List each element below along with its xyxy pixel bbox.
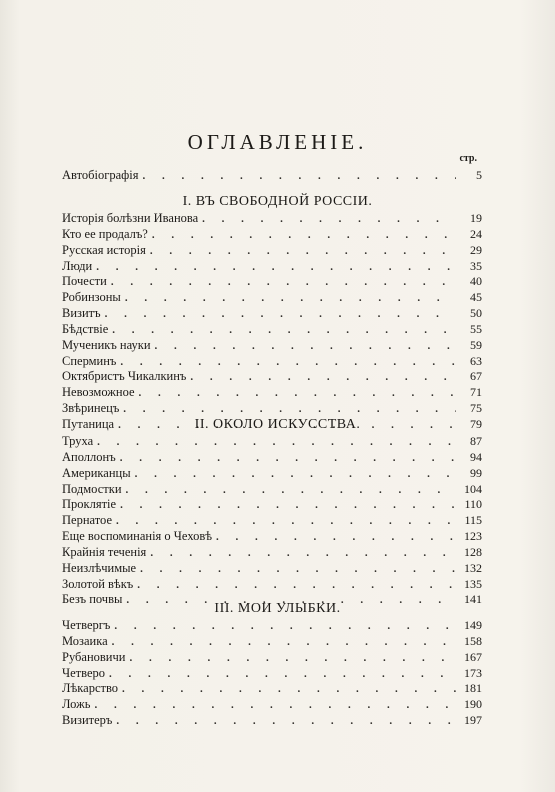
entry-title: Исторія болѣзни Иванова (62, 211, 199, 225)
entry-title: Американцы (62, 465, 131, 480)
entry-page: 173 (464, 665, 482, 680)
entry-title: Почести (62, 274, 107, 289)
dot-leader (112, 324, 456, 336)
entry-title: Неизлѣчимые (62, 560, 137, 575)
dot-leader (109, 668, 456, 680)
entry-title: Безъ почвы (62, 592, 123, 607)
entry-title: Визитъ (62, 306, 101, 321)
dot-leader (120, 356, 456, 368)
entry-page: 132 (464, 560, 482, 575)
entry-title: Русская исторія (62, 242, 146, 257)
toc-entry (62, 697, 482, 713)
entry-title: Пернатое (62, 513, 112, 528)
dot-leader (122, 683, 456, 695)
dot-leader (216, 531, 456, 543)
entry-page: 128 (464, 544, 482, 559)
entry-page: 75 (470, 401, 482, 416)
dot-leader (155, 340, 456, 352)
section-1-list (62, 211, 482, 433)
dot-leader (111, 276, 456, 288)
dot-leader (143, 170, 457, 182)
entry-page: 45 (470, 290, 482, 305)
dot-leader (150, 245, 456, 257)
toc-entry (62, 634, 482, 650)
entry-page: 40 (470, 274, 482, 289)
dot-leader (150, 547, 456, 559)
entry-title: Мученикъ науки (62, 337, 151, 352)
toc-entry (62, 306, 482, 322)
entry-page: 63 (470, 353, 482, 368)
toc-entry (62, 618, 482, 634)
entry-title: Четверо (62, 665, 106, 680)
toc-entry (62, 497, 482, 513)
dot-leader (137, 579, 456, 591)
entry-title: Лѣкарство (62, 681, 119, 696)
entry-page: 87 (470, 434, 482, 448)
entry-page: 149 (464, 618, 482, 632)
toc-entry (62, 243, 482, 259)
dot-leader (135, 468, 456, 480)
entry-title: Сперминъ (62, 353, 117, 368)
dot-leader (123, 403, 456, 415)
section-heading-1: I. ВЪ СВОБОДНОЙ РОССІИ. (182, 194, 373, 209)
entry-page: 190 (464, 697, 482, 712)
entry-title: Бѣдствіе (62, 321, 109, 336)
entry-page: 67 (470, 369, 482, 384)
entry-page: 158 (464, 633, 482, 648)
dot-leader (190, 371, 456, 383)
dot-leader (140, 563, 456, 575)
entry-page: 110 (464, 497, 482, 512)
dot-leader (126, 484, 456, 496)
toc-entry (62, 274, 482, 290)
entry-page: 115 (464, 513, 482, 528)
toc-entry (62, 401, 482, 417)
dot-leader (120, 499, 456, 511)
dot-leader (116, 515, 456, 527)
dot-leader (94, 699, 456, 711)
entry-title: Люди (62, 258, 93, 273)
toc-entry (62, 545, 482, 561)
entry-page: 104 (464, 481, 482, 496)
dot-leader (125, 292, 456, 304)
entry-title: Кто ее продалъ? (62, 226, 148, 241)
dot-leader (112, 636, 456, 648)
entry-page: 55 (470, 321, 482, 336)
entry-page: 71 (470, 385, 482, 400)
toc-entry (62, 713, 482, 729)
entry-title: Робинзоны (62, 290, 121, 305)
entry-page: 141 (464, 592, 482, 607)
entry-title: Рубановичи (62, 649, 126, 664)
dot-leader (116, 715, 456, 727)
dot-leader (96, 261, 456, 273)
toc-entry (62, 322, 482, 338)
toc-entry (62, 466, 482, 482)
section-2-list (62, 434, 482, 608)
entry-title: Проклятіе (62, 497, 117, 512)
entry-page: 135 (464, 576, 482, 591)
toc-entry (62, 227, 482, 243)
toc-entry (62, 450, 482, 466)
toc-entry (62, 338, 482, 354)
toc-entry (62, 168, 482, 184)
page-column-header: стр. (459, 153, 477, 164)
dot-leader (129, 652, 456, 664)
entry-title: Еще воспоминанія о Чеховѣ (62, 529, 213, 544)
entry-title: Четвергъ (62, 618, 111, 632)
toc-entry (62, 513, 482, 529)
toc-entry (62, 290, 482, 306)
entry-page: 94 (470, 449, 482, 464)
entry-title: Путаница (62, 416, 115, 431)
entry-title: Мозаика (62, 633, 108, 648)
entry-title: Автобіографія (62, 168, 139, 182)
intro-list (62, 168, 482, 184)
entry-page: 5 (476, 168, 482, 182)
entry-title: Подмостки (62, 481, 122, 496)
section-heading-2: II. ОКОЛО ИСКУССТВА. (194, 417, 361, 432)
entry-page: 29 (470, 242, 482, 257)
entry-page: 123 (464, 529, 482, 544)
toc-entry (62, 434, 482, 450)
entry-page: 59 (470, 337, 482, 352)
toc-entry (62, 577, 482, 593)
entry-title: Золотой вѣкъ (62, 576, 134, 591)
entry-page: 35 (470, 258, 482, 273)
section-3-list (62, 618, 482, 729)
toc-entry (62, 482, 482, 498)
entry-page: 197 (464, 713, 482, 728)
toc-entry (62, 385, 482, 401)
entry-page: 79 (470, 416, 482, 431)
toc-entry (62, 369, 482, 385)
dot-leader (152, 229, 456, 241)
entry-page: 181 (464, 681, 482, 696)
entry-page: 24 (470, 226, 482, 241)
entry-title: Крайнія теченія (62, 544, 147, 559)
entry-title: Визитеръ (62, 713, 113, 728)
page-title: ОГЛАВЛЕНІЕ. (187, 130, 368, 154)
dot-leader (139, 387, 456, 399)
entry-title: Невозможное (62, 385, 135, 400)
toc-entry (62, 681, 482, 697)
toc-entry (62, 211, 482, 227)
entry-title: Ложь (62, 697, 91, 712)
entry-title: Труха (62, 434, 94, 448)
dot-leader (105, 308, 456, 320)
toc-entry (62, 529, 482, 545)
dot-leader (120, 452, 456, 464)
entry-page: 99 (470, 465, 482, 480)
toc-entry (62, 259, 482, 275)
toc-entry (62, 561, 482, 577)
entry-title: Аполлонъ (62, 449, 116, 464)
entry-page: 167 (464, 649, 482, 664)
entry-title: Октябристъ Чикалкинъ (62, 369, 187, 384)
dot-leader (97, 436, 456, 448)
toc-entry (62, 650, 482, 666)
dot-leader (202, 213, 456, 225)
section-heading-3: III. МОИ УЛЫБКИ. (214, 601, 341, 616)
toc-entry (62, 666, 482, 682)
entry-page: 19 (470, 211, 482, 225)
entry-page: 50 (470, 306, 482, 321)
dot-leader (114, 620, 456, 632)
toc-entry (62, 354, 482, 370)
entry-title: Звѣринецъ (62, 401, 120, 416)
